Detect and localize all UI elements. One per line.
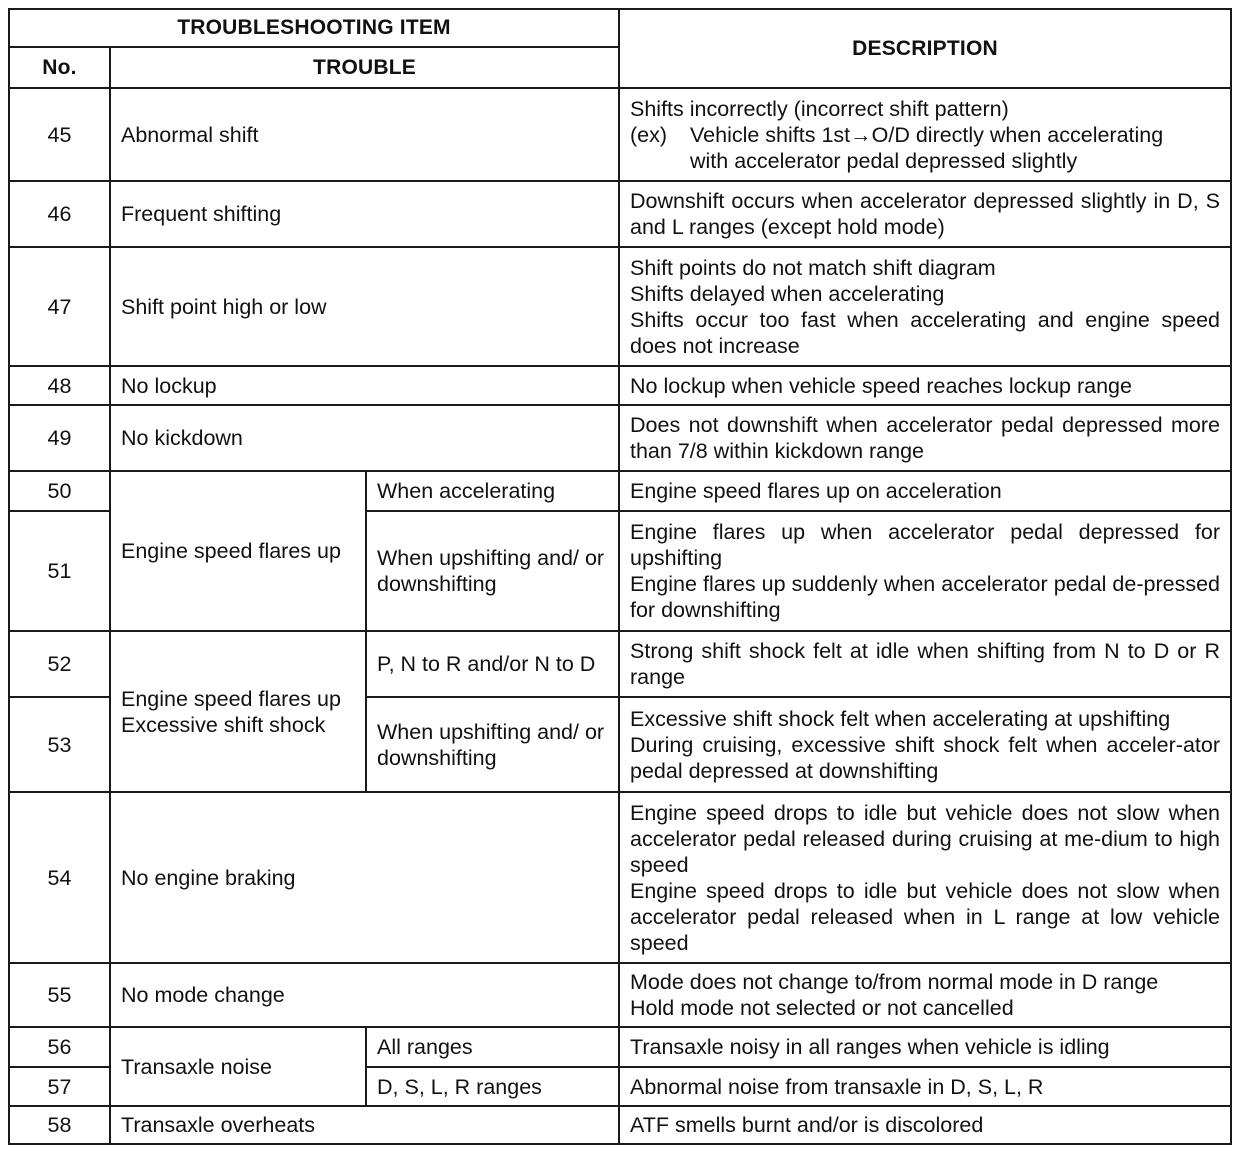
table-row bbox=[9, 366, 1231, 405]
condition-cell: When accelerating bbox=[366, 471, 619, 511]
table-row bbox=[9, 247, 1231, 366]
description-line: Shifts occur too fast when accelerating and engine speed does not increase bbox=[630, 307, 1220, 358]
condition-cell: When upshifting and/ or downshifting bbox=[366, 511, 619, 631]
description-line: Shift points do not match shift diagram bbox=[630, 255, 996, 280]
example-line bbox=[630, 122, 1220, 174]
description-cell bbox=[619, 88, 1231, 181]
example-text bbox=[690, 122, 1220, 174]
description-line: Mode does not change to/from normal mode in D range bbox=[630, 970, 1159, 994]
condition-cell: All ranges bbox=[366, 1027, 619, 1067]
row-number: 48 bbox=[9, 366, 110, 405]
description-line: Hold mode not selected or not cancelled bbox=[630, 996, 1014, 1020]
description-cell bbox=[619, 181, 1231, 247]
description-line: Transaxle noisy in all ranges when vehicle is idling bbox=[630, 1035, 1110, 1059]
trouble-cell: No engine braking bbox=[110, 792, 619, 963]
description-line: Shifts incorrectly (incorrect shift pattern) bbox=[630, 96, 1009, 121]
table-row bbox=[9, 963, 1231, 1027]
row-number: 54 bbox=[9, 792, 110, 963]
description-cell bbox=[619, 792, 1231, 963]
description-line: Engine flares up suddenly when accelerator pedal de-pressed for downshifting bbox=[630, 572, 1220, 622]
description-line: Excessive shift shock felt when accelerating at upshifting bbox=[630, 706, 1171, 731]
table-row bbox=[9, 792, 1231, 963]
description-cell bbox=[619, 631, 1231, 697]
row-number: 50 bbox=[9, 471, 110, 511]
row-number: 49 bbox=[9, 405, 110, 471]
table-row bbox=[9, 631, 1231, 697]
row-number: 52 bbox=[9, 631, 110, 697]
row-number: 51 bbox=[9, 511, 110, 631]
condition-cell: P, N to R and/or N to D bbox=[366, 631, 619, 697]
trouble-group-cell: Engine speed flares up bbox=[110, 471, 366, 631]
description-line: Does not downshift when accelerator pedal depressed more than 7/8 within kickdown range bbox=[630, 413, 1220, 463]
example-tag: (ex) bbox=[630, 122, 668, 147]
table-row bbox=[9, 405, 1231, 471]
trouble-group-cell: Transaxle noise bbox=[110, 1027, 366, 1106]
description-cell bbox=[619, 1106, 1231, 1144]
table-row bbox=[9, 471, 1231, 511]
row-number: 45 bbox=[9, 88, 110, 181]
row-number: 47 bbox=[9, 247, 110, 366]
condition-cell: When upshifting and/ or downshifting bbox=[366, 697, 619, 792]
trouble-line: Engine speed flares up bbox=[121, 686, 341, 711]
trouble-cell: No lockup bbox=[110, 366, 619, 405]
header-troubleshooting-item: TROUBLESHOOTING ITEM bbox=[9, 9, 619, 47]
trouble-cell: Shift point high or low bbox=[110, 247, 619, 366]
description-line: Shifts delayed when accelerating bbox=[630, 281, 945, 306]
description-line: Downshift occurs when accelerator depressed slightly in D, S and L ranges (except hold mode) bbox=[630, 189, 1220, 239]
description-line: Abnormal noise from transaxle in D, S, L, R bbox=[630, 1074, 1044, 1099]
row-number: 57 bbox=[9, 1067, 110, 1106]
trouble-group-cell bbox=[110, 631, 366, 792]
header-no: No. bbox=[9, 47, 110, 88]
row-number: 58 bbox=[9, 1106, 110, 1144]
header-description: DESCRIPTION bbox=[619, 9, 1231, 88]
description-cell bbox=[619, 471, 1231, 511]
troubleshooting-table bbox=[8, 8, 1232, 1145]
example-text-line: Vehicle shifts 1st→O/D directly when accelerating bbox=[690, 122, 1164, 147]
table-row bbox=[9, 88, 1231, 181]
row-number: 55 bbox=[9, 963, 110, 1027]
description-cell bbox=[619, 405, 1231, 471]
description-cell bbox=[619, 247, 1231, 366]
trouble-cell: Frequent shifting bbox=[110, 181, 619, 247]
description-line: During cruising, excessive shift shock felt when acceler-ator pedal depressed at downshifting bbox=[630, 732, 1220, 783]
description-line: Strong shift shock felt at idle when shifting from N to D or R range bbox=[630, 639, 1220, 689]
table-row bbox=[9, 1027, 1231, 1067]
row-number: 56 bbox=[9, 1027, 110, 1067]
row-number: 53 bbox=[9, 697, 110, 792]
trouble-cell: Transaxle overheats bbox=[110, 1106, 619, 1144]
example-text-line: with accelerator pedal depressed slightly bbox=[690, 148, 1078, 173]
description-line: Engine flares up when accelerator pedal depressed for upshifting bbox=[630, 520, 1220, 570]
trouble-cell: No kickdown bbox=[110, 405, 619, 471]
description-cell bbox=[619, 1027, 1231, 1067]
description-cell bbox=[619, 697, 1231, 792]
header-trouble: TROUBLE bbox=[110, 47, 619, 88]
table-row bbox=[9, 181, 1231, 247]
description-line: Engine speed flares up on acceleration bbox=[630, 479, 1002, 503]
trouble-cell: No mode change bbox=[110, 963, 619, 1027]
description-cell bbox=[619, 511, 1231, 631]
trouble-cell: Abnormal shift bbox=[110, 88, 619, 181]
description-line: Engine speed drops to idle but vehicle does not slow when accelerator pedal released during cruising at me-dium to high speed bbox=[630, 800, 1220, 877]
description-cell bbox=[619, 963, 1231, 1027]
row-number: 46 bbox=[9, 181, 110, 247]
description-line: ATF smells burnt and/or is discolored bbox=[630, 1113, 984, 1137]
description-cell bbox=[619, 1067, 1231, 1106]
description-cell bbox=[619, 366, 1231, 405]
table-row bbox=[9, 1106, 1231, 1144]
description-line: Engine speed drops to idle but vehicle does not slow when accelerator pedal released when in L range at low vehicle speed bbox=[630, 878, 1220, 955]
trouble-line: Excessive shift shock bbox=[121, 712, 326, 737]
description-line: No lockup when vehicle speed reaches lockup range bbox=[630, 373, 1132, 398]
condition-cell: D, S, L, R ranges bbox=[366, 1067, 619, 1106]
